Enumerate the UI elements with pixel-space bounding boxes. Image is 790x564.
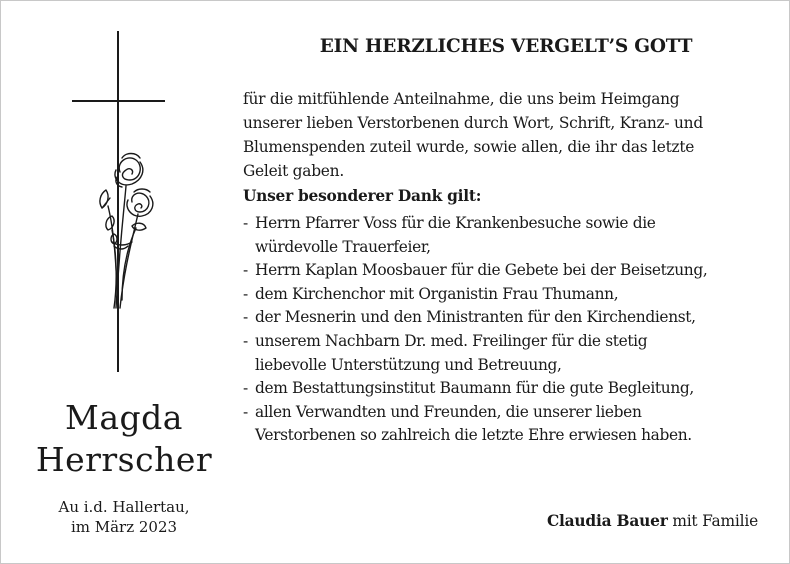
deceased-name bbox=[0, 397, 248, 481]
list-item-line: dem Kirchenchor mit Organistin Frau Thumann, bbox=[255, 284, 619, 303]
intro-line: für die mitfühlende Anteilnahme, die uns beim Heimgang bbox=[243, 90, 680, 108]
list-item-line: der Mesnerin und den Ministranten für den Kirchendienst, bbox=[255, 308, 696, 327]
intro-line: Geleit gaben. bbox=[243, 162, 344, 180]
intro-paragraph bbox=[243, 87, 773, 183]
dash-bullet: - bbox=[243, 379, 248, 398]
deceased-first-name: Magda bbox=[65, 398, 183, 437]
list-item bbox=[243, 212, 783, 259]
place: Au i.d. Hallertau, bbox=[58, 498, 190, 516]
list-item bbox=[243, 283, 783, 307]
place-date bbox=[0, 497, 248, 537]
list-item bbox=[243, 259, 783, 283]
list-item bbox=[243, 377, 783, 401]
dash-bullet: - bbox=[243, 308, 248, 327]
list-item-line: unserem Nachbarn Dr. med. Freilinger für die stetig bbox=[255, 331, 648, 350]
list-item-line: Herrn Pfarrer Voss für die Krankenbesuche sowie die bbox=[255, 214, 656, 232]
date: im März 2023 bbox=[70, 518, 178, 536]
dash-bullet: - bbox=[243, 261, 248, 280]
signature bbox=[547, 512, 758, 530]
intro-line: unserer lieben Verstorbenen durch Wort, Schrift, Kranz- und bbox=[243, 114, 703, 132]
list-item-line: allen Verwandten und Freunden, die unserer lieben bbox=[255, 402, 642, 421]
list-item-line: würdevolle Trauerfeier, bbox=[255, 237, 431, 256]
list-item bbox=[243, 306, 783, 330]
list-item bbox=[243, 330, 783, 377]
list-item-line: dem Bestattungsinstitut Baumann für die gute Begleitung, bbox=[255, 379, 694, 398]
rose-top bbox=[115, 154, 143, 188]
signature-name: Claudia Bauer bbox=[546, 512, 668, 530]
list-item-line: Verstorbenen so zahlreich die letzte Ehre erwiesen haben. bbox=[255, 426, 692, 445]
thanks-list bbox=[243, 212, 783, 448]
dash-bullet: - bbox=[243, 284, 248, 303]
rose-middle bbox=[127, 189, 153, 216]
signature-suffix: mit Familie bbox=[667, 512, 758, 530]
dash-bullet: - bbox=[243, 214, 248, 232]
list-item bbox=[243, 401, 783, 448]
thanks-heading: Unser besonderer Dank gilt: bbox=[243, 187, 482, 205]
dash-bullet: - bbox=[243, 331, 248, 350]
page-heading: EIN HERZLICHES VERGELT’S GOTT bbox=[319, 36, 693, 57]
rose-bouquet-icon bbox=[92, 150, 162, 310]
cross-bar bbox=[72, 100, 165, 102]
left-column bbox=[0, 0, 236, 564]
deceased-last-name: Herrscher bbox=[35, 440, 213, 479]
dash-bullet: - bbox=[243, 402, 248, 421]
list-item-line: Herrn Kaplan Moosbauer für die Gebete bei der Beisetzung, bbox=[255, 261, 708, 280]
intro-line: Blumenspenden zuteil wurde, sowie allen, die ihr das letzte bbox=[243, 138, 695, 156]
list-item-line: liebevolle Unterstützung und Betreuung, bbox=[255, 355, 562, 374]
